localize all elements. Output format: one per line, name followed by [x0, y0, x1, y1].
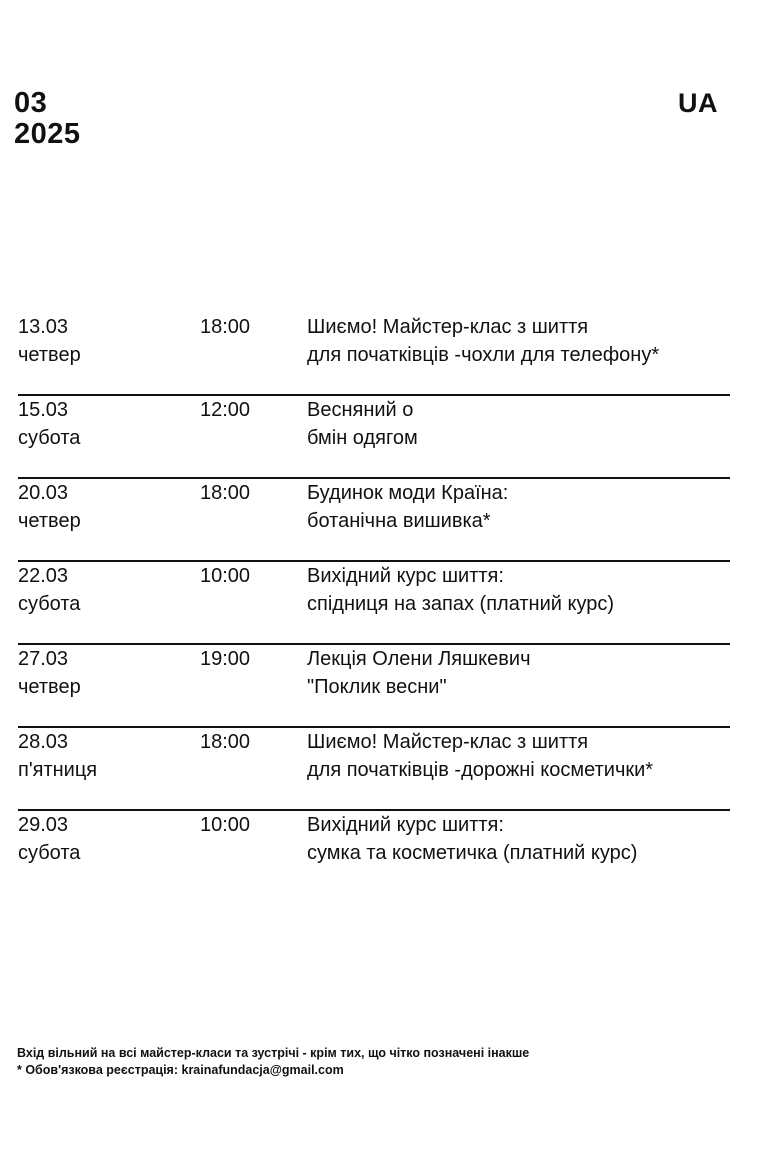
- event-date-cell: [18, 562, 80, 618]
- month-year: [14, 88, 81, 150]
- event-title-line: Шиємо! Майстер-клас з шиття: [307, 731, 589, 753]
- event-weekday: субота: [18, 427, 81, 449]
- event-title-line: Вихідний курс шиття:: [307, 565, 504, 587]
- event-title: [307, 396, 418, 452]
- event-title-line: Шиємо! Майстер-клас з шиття: [307, 316, 589, 338]
- event-row: [18, 479, 730, 562]
- event-date: 27.03: [18, 648, 69, 670]
- event-time: 10:00: [200, 565, 251, 587]
- event-schedule: [18, 313, 730, 894]
- event-title: [307, 313, 659, 369]
- event-date-cell: [18, 811, 80, 867]
- event-title: [307, 562, 614, 618]
- event-row: [18, 396, 730, 479]
- event-date-cell: [18, 728, 97, 784]
- event-title-line: сумка та косметичка (платний курс): [307, 842, 638, 864]
- event-title: [307, 728, 653, 784]
- event-time: 10:00: [200, 814, 251, 836]
- event-row: [18, 562, 730, 645]
- year: 2025: [14, 118, 81, 150]
- event-time: 18:00: [200, 731, 251, 753]
- event-title-line: "Поклик весни": [307, 676, 447, 698]
- free-entry-note: Вхід вільний на всі майстер-класи та зустрічі - крім тих, що чітко позначені інакше: [17, 1046, 530, 1060]
- event-time: 18:00: [200, 316, 251, 338]
- event-weekday: субота: [18, 842, 81, 864]
- event-date: 15.03: [18, 399, 69, 421]
- language-label[interactable]: UA: [678, 88, 718, 118]
- event-title: [307, 479, 508, 535]
- event-weekday: п'ятниця: [18, 759, 98, 781]
- event-title-line: Будинок моди Країна:: [307, 482, 509, 504]
- event-row: [18, 811, 730, 894]
- event-row: [18, 313, 730, 396]
- event-time: 12:00: [200, 399, 251, 421]
- event-date: 20.03: [18, 482, 69, 504]
- event-date: 28.03: [18, 731, 69, 753]
- event-title: [307, 811, 637, 867]
- event-weekday: четвер: [18, 676, 81, 698]
- event-date-cell: [18, 396, 80, 452]
- footer-notes: [17, 1045, 529, 1079]
- event-title-line: для початківців -чохли для телефону*: [307, 344, 660, 366]
- registration-note: * Обов'язкова реєстрація: krainafundacja@gmail.com: [17, 1063, 344, 1077]
- event-date: 13.03: [18, 316, 69, 338]
- event-title-line: спідниця на запах (платний курс): [307, 593, 615, 615]
- event-date: 22.03: [18, 565, 69, 587]
- event-row: [18, 645, 730, 728]
- event-title: [307, 645, 531, 701]
- event-weekday: субота: [18, 593, 81, 615]
- event-time: 18:00: [200, 482, 251, 504]
- event-time: 19:00: [200, 648, 251, 670]
- event-title-line: ботанічна вишивка*: [307, 510, 491, 532]
- event-date: 29.03: [18, 814, 69, 836]
- month-number: 03: [14, 87, 48, 119]
- event-date-cell: [18, 479, 81, 535]
- event-weekday: четвер: [18, 344, 81, 366]
- event-title-line: Вихідний курс шиття:: [307, 814, 504, 836]
- event-row: [18, 728, 730, 811]
- event-date-cell: [18, 313, 81, 369]
- event-title-line: Лекція Олени Ляшкевич: [307, 648, 531, 670]
- event-weekday: четвер: [18, 510, 81, 532]
- event-title-line: для початківців -дорожні косметички*: [307, 759, 654, 781]
- event-title-line: Весняний о: [307, 399, 414, 421]
- event-title-line: бмін одягом: [307, 427, 418, 449]
- event-date-cell: [18, 645, 81, 701]
